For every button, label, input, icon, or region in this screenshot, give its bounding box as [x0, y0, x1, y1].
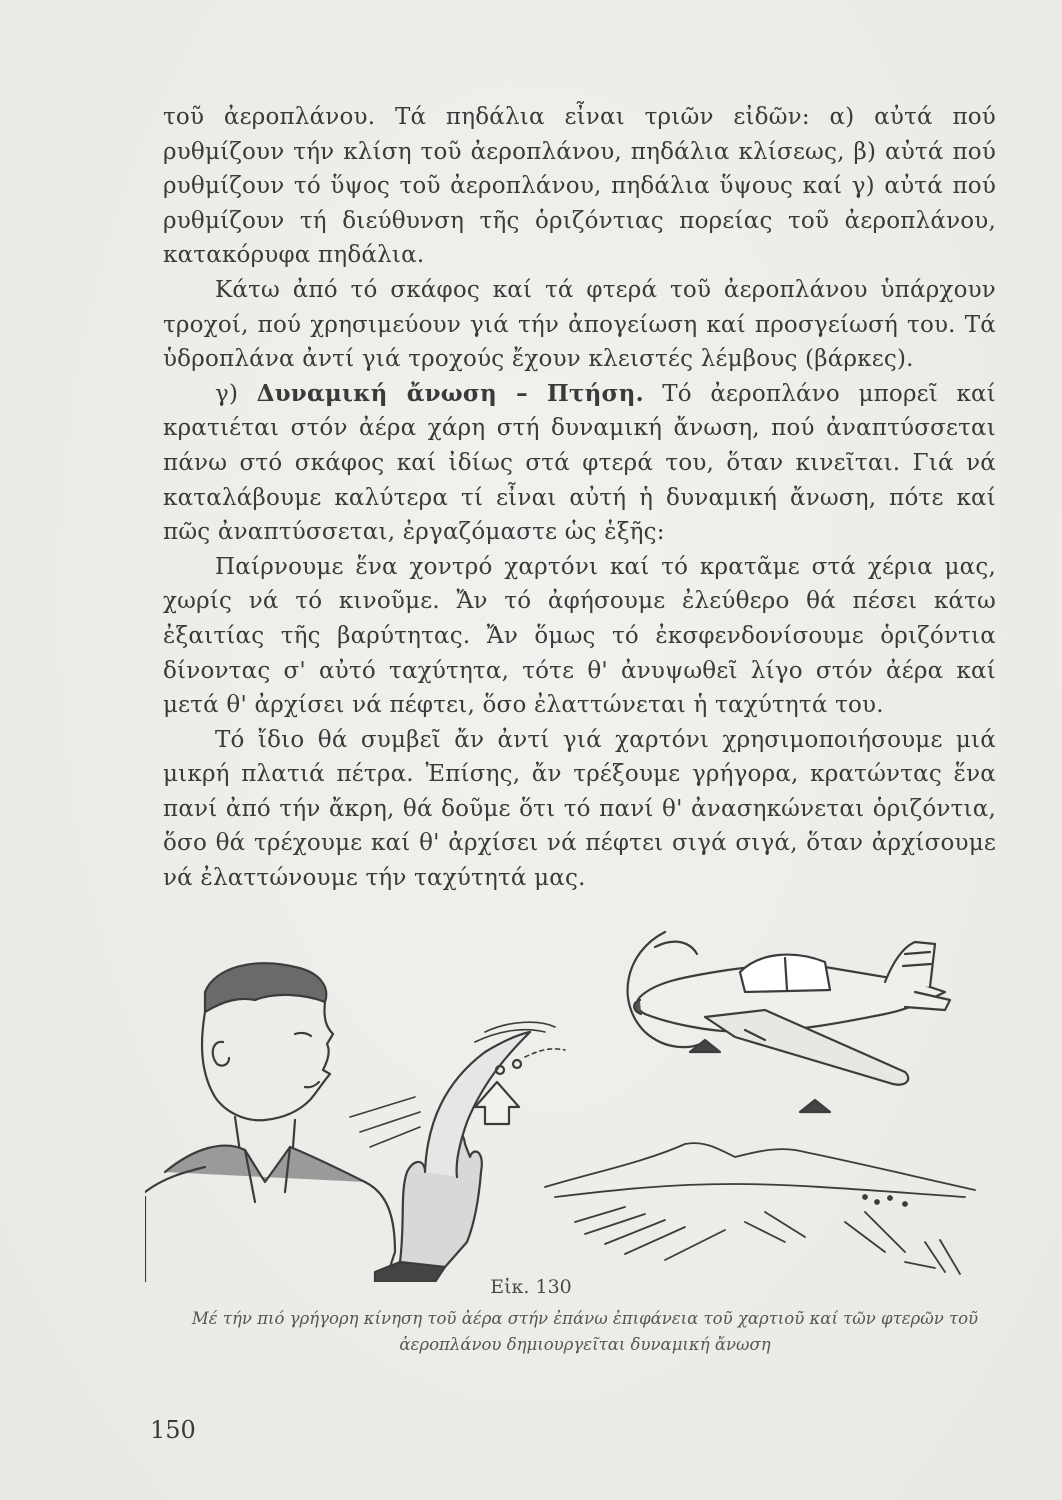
paragraph-3-text: Τό ἀεροπλάνο μπορεῖ καί κρατιέται στόν ἀέρα χάρη στή δυναμική ἄνωση, πού ἀναπτύσσεται πάνω στό σκάφος καί ἰδίως στά φτερά του, ὅταν κινεῖται. Γιά νά καταλάβουμε καλύτερα τί εἶναι αὐτή ἡ δυναμική ἄνωση, πότε καί πῶς ἀναπτύσσεται, ἐργαζόμαστε ὡς ἑξῆς:	[163, 380, 996, 546]
section-prefix: γ)	[215, 380, 239, 407]
boy-throwing-cardboard-illustration	[145, 963, 565, 1282]
paragraph-1: τοῦ ἀεροπλάνου. Τά πηδάλια εἶναι τριῶν εἰδῶν: α) αὐτά πού ρυθμίζουν τήν κλίση τοῦ ἀεροπλάνου, πηδάλια κλίσεως, β) αὐτά πού ρυθμίζουν τό ὕψος τοῦ ἀεροπλάνου, πηδάλια ὕψους καί γ) αὐτά πού ρυθμίζουν τή διεύθυνση τῆς ὁριζόντιας πορείας τοῦ ἀεροπλάνου, κατακόρυφα πηδάλια.	[163, 104, 996, 269]
airplane-illustration	[628, 932, 950, 1112]
body-text	[163, 100, 996, 896]
paragraph-3	[163, 377, 996, 550]
section-heading: Δυναμική ἄνωση – Πτήση.	[256, 379, 644, 407]
figure-caption: Μέ τήν πιό γρήγορη κίνηση τοῦ ἀέρα στήν ἐπάνω ἐπιφάνεια τοῦ χαρτιοῦ καί τῶν φτερῶν τοῦ ἀεροπλάνου δημιουργεῖται δυναμική ἄνωση	[191, 1309, 979, 1354]
landscape-illustration	[545, 1143, 975, 1274]
page-number: 150	[150, 1416, 196, 1444]
paragraph-5: Τό ἴδιο θά συμβεῖ ἄν ἀντί γιά χαρτόνι χρησιμοποιήσουμε μιά μικρή πλατιά πέτρα. Ἐπίσης, ἄν τρέξουμε γρήγορα, κρατώντας ἕνα πανί ἀπό τήν ἄκρη, θά δοῦμε ὅτι τό πανί θ' ἀνασηκώνεται ὁριζόντια, ὅσο θά τρέχουμε καί θ' ἀρχίσει νά πέφτει σιγά σιγά, ὅταν ἀρχίσουμε νά ἐλαττώνουμε τήν ταχύτητά μας.	[163, 726, 996, 892]
paragraph-4: Παίρνουμε ἕνα χοντρό χαρτόνι καί τό κρατᾶμε στά χέρια μας, χωρίς νά τό κινοῦμε. Ἄν τό ἀφήσουμε ἐλεύθερο θά πέσει κάτω ἐξαιτίας τῆς βαρύτητας. Ἄν ὅμως τό ἐκσφενδονίσουμε ὁριζόντια δίνοντας σ' αὐτό ταχύτητα, τότε θ' ἀνυψωθεῖ λίγο στόν ἀέρα καί μετά θ' ἀρχίσει νά πέφτει, ὅσο ἐλαττώνεται ἡ ταχύτητά του.	[163, 553, 996, 719]
figure-illustration	[145, 922, 1005, 1282]
figure-label: Εἰκ. 130	[490, 1276, 572, 1298]
paragraph-2: Κάτω ἀπό τό σκάφος καί τά φτερά τοῦ ἀεροπλάνου ὑπάρχουν τροχοί, πού χρησιμεύουν γιά τήν ἀπογείωση καί προσγείωσή του. Τά ὑδροπλάνα ἀντί γιά τροχούς ἔχουν κλειστές λέμβους (βάρκες).	[163, 276, 996, 373]
